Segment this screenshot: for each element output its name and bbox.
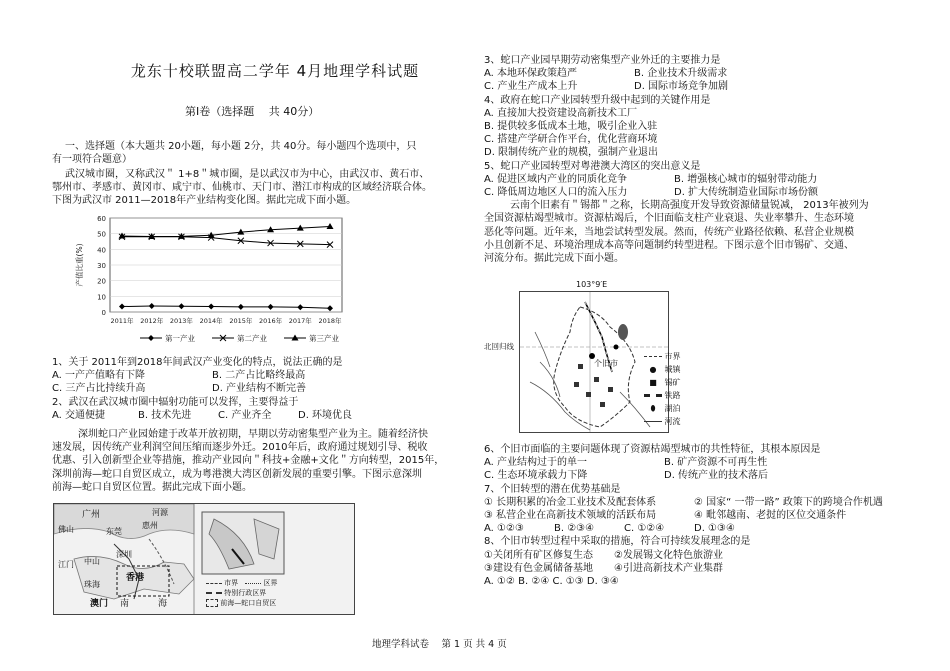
q3-option-a[interactable]: A. 本地环保政策趋严 bbox=[484, 68, 578, 80]
map-label: 惠州 bbox=[142, 521, 158, 530]
q5-option-b[interactable]: B. 增强核心城市的辐射带动能力 bbox=[674, 173, 818, 185]
q1-option-c[interactable]: C. 三产占比持续升高 bbox=[52, 383, 146, 395]
q3-option-d[interactable]: D. 国际市场竞争加剧 bbox=[634, 81, 729, 93]
instructions-line: 有一项符合题意） bbox=[52, 154, 132, 166]
q8-item-3: ③建设有色金属储备基地 bbox=[484, 562, 593, 574]
shenzhen-map bbox=[53, 503, 355, 615]
passage-line: 恶化等问题。近年来，当地尝试转型发展。然而，传统产业路径依赖、私营企业规模 bbox=[484, 226, 854, 238]
legend-label: 第三产业 bbox=[309, 334, 339, 343]
page-footer: 地理学科试卷 第 1 页 共 4 页 bbox=[372, 639, 507, 650]
passage-line: 优惠、引入创新型企业等措施，推动产业园向＂科技+金融+文化＂方向转型，2015年， bbox=[52, 455, 445, 467]
legend-item: 铁路 bbox=[664, 391, 681, 400]
passage-line: 速发展，因传统产业利润空间压缩而逐步外迁。2010年后，政府通过规划引导、税收 bbox=[52, 442, 428, 454]
data-point bbox=[149, 303, 155, 309]
q8-stem: 8、个旧市转型过程中采取的措施，符合可持续发展理念的是 bbox=[484, 536, 751, 548]
q5-stem: 5、蛇口产业园转型对粤港澳大湾区的突出意义是 bbox=[484, 160, 701, 172]
y-tick-label: 30 bbox=[97, 262, 106, 270]
instructions bbox=[52, 140, 416, 166]
x-tick-label: 2018年 bbox=[318, 317, 342, 325]
passage-line: 小且创新不足、环境治理成本高等问题制约转型进程。下图示意个旧市锡矿、交通、 bbox=[484, 239, 854, 251]
passage-line: 武汉城市圈，又称武汉＂ 1+8＂城市圈，是以武汉市为中心，由武汉市、黄石市、 bbox=[65, 169, 430, 180]
q7-item-3: ③ 私营企业在高新技术领域的活跃布局 bbox=[484, 510, 657, 522]
questions-3-5 bbox=[484, 54, 869, 265]
map-label: 南 bbox=[120, 599, 130, 609]
q1-stem: 1、关于 2011年到2018年间武汉产业变化的特点，说法正确的是 bbox=[52, 357, 343, 368]
q1-option-a[interactable]: A. 一产产值略有下降 bbox=[52, 370, 146, 382]
map-label: 河源 bbox=[152, 508, 168, 517]
passage-line: 河流分布。据此完成下面小题。 bbox=[484, 253, 624, 265]
y-tick-label: 60 bbox=[97, 215, 106, 223]
legend-item: 河流 bbox=[664, 417, 681, 426]
x-tick-label: 2014年 bbox=[199, 317, 223, 325]
y-axis-label: 产值比重(%) bbox=[75, 243, 84, 287]
passage-line: 深圳蛇口产业园始建于改革开放初期，早期以劳动密集型产业为主。随着经济快 bbox=[78, 429, 428, 440]
passage-line: 下图为武汉市 2011—2018年产业结构变化图。据此完成下面小题。 bbox=[52, 195, 357, 207]
chart-root bbox=[74, 215, 342, 343]
map-label: 香港 bbox=[126, 573, 145, 583]
q6-option-d[interactable]: D. 传统产业的技术落后 bbox=[664, 470, 769, 482]
legend-item: 前海—蛇口自贸区 bbox=[220, 599, 277, 607]
q7-option-b[interactable]: B. ②③④ bbox=[554, 523, 595, 535]
x-tick-label: 2011年 bbox=[110, 317, 134, 325]
data-point bbox=[119, 304, 125, 310]
q8-options[interactable]: A. ①② B. ②④ C. ①③ D. ③④ bbox=[484, 576, 619, 588]
q5-option-d[interactable]: D. 扩大传统制造业国际市场份额 bbox=[674, 187, 819, 199]
q7-option-d[interactable]: D. ①③④ bbox=[694, 523, 735, 535]
question-1 bbox=[52, 356, 352, 422]
x-tick-label: 2013年 bbox=[169, 317, 193, 325]
legend-label: 第一产业 bbox=[165, 334, 195, 343]
q2-option-c[interactable]: C. 产业齐全 bbox=[218, 409, 272, 421]
legend-item: 城镇 bbox=[664, 365, 681, 374]
legend-label: 第二产业 bbox=[237, 334, 267, 343]
data-point bbox=[178, 303, 184, 309]
passage-line: 前海—蛇口自贸区位置。据此完成下面小题。 bbox=[52, 481, 252, 493]
legend-item: 区界 bbox=[263, 579, 278, 587]
q7-option-a[interactable]: A. ①②③ bbox=[484, 523, 524, 535]
map-label: 江门 bbox=[58, 560, 74, 569]
passage-line: 云南个旧素有＂锡都＂之称，长期高强度开发导致资源储量锐减， 2013年被列为 bbox=[510, 200, 869, 212]
q4-option-b[interactable]: B. 提供较多低成本土地，吸引企业入驻 bbox=[484, 121, 658, 133]
q6-option-b[interactable]: B. 矿产资源不可再生性 bbox=[664, 457, 768, 469]
y-tick-label: 40 bbox=[97, 246, 106, 255]
q3-option-b[interactable]: B. 企业技术升级需求 bbox=[634, 68, 728, 80]
latitude-label: 北回归线 bbox=[484, 342, 514, 351]
map-label: 深圳 bbox=[116, 550, 132, 559]
passage-shekou bbox=[52, 428, 444, 494]
passage-line: 鄂州市、孝感市、黄冈市、咸宁市、仙桃市、天门市、潜江市构成的区域经济联合体。 bbox=[52, 182, 432, 194]
passage-line: 全国资源枯竭型城市。资源枯竭后，个旧面临支柱产业衰退、失业率攀升、生态环境 bbox=[484, 213, 854, 225]
map2-legend: 市界 ● 城镇 ■ 锡矿 铁路 ⬮ 湖泊 河流 bbox=[644, 350, 681, 428]
data-point bbox=[268, 304, 274, 310]
map-label: 东莞 bbox=[106, 527, 122, 536]
q3-stem: 3、蛇口产业园早期劳动密集型产业外迁的主要推力是 bbox=[484, 55, 721, 66]
q2-option-d[interactable]: D. 环境优良 bbox=[298, 409, 353, 421]
passage-wuhan bbox=[52, 168, 432, 208]
q2-option-b[interactable]: B. 技术先进 bbox=[138, 409, 192, 421]
q2-stem: 2、武汉在武汉城市圈中辐射功能可以发挥，主要得益于 bbox=[52, 396, 299, 408]
map-label: 海 bbox=[158, 599, 168, 609]
y-tick-label: 0 bbox=[101, 309, 106, 317]
q8-item-2: ②发展锡文化特色旅游业 bbox=[614, 549, 723, 561]
q5-option-a[interactable]: A. 促进区域内产业的同质化竞争 bbox=[484, 173, 628, 185]
x-tick-label: 2012年 bbox=[140, 317, 164, 325]
x-tick-label: 2015年 bbox=[229, 317, 253, 325]
q8-item-1: ①关闭所有矿区修复生态 bbox=[484, 549, 593, 561]
legend-item: 市界 bbox=[224, 579, 239, 587]
section-subtitle: 第Ⅰ卷（选择题 共 40分） bbox=[185, 105, 320, 118]
x-tick-label: 2017年 bbox=[288, 317, 312, 325]
industry-structure-chart bbox=[70, 212, 350, 350]
q7-item-4: ④ 毗邻越南、老挝的区位交通条件 bbox=[694, 510, 847, 522]
legend-item: 特别行政区界 bbox=[224, 589, 267, 597]
data-point bbox=[327, 223, 334, 229]
legend-item: 市界 bbox=[664, 352, 681, 361]
q4-option-a[interactable]: A. 直接加大投资建设高新技术工厂 bbox=[484, 107, 638, 119]
q1-option-d[interactable]: D. 产业结构不断完善 bbox=[212, 383, 307, 395]
q7-item-1: ① 长期积累的冶金工业技术及配套体系 bbox=[484, 496, 657, 508]
data-point bbox=[327, 305, 333, 311]
q1-option-b[interactable]: B. 二产占比略终最高 bbox=[212, 370, 306, 382]
data-point bbox=[119, 233, 126, 239]
q7-stem: 7、个旧转型的潜在优势基础是 bbox=[484, 483, 621, 495]
q8-item-4: ④引进高新技术产业集群 bbox=[614, 562, 723, 574]
map-label: 澳门 bbox=[90, 599, 109, 609]
longitude-label: 103°9′E bbox=[576, 280, 608, 289]
q7-option-c[interactable]: C. ①②④ bbox=[624, 523, 665, 535]
q3-option-c[interactable]: C. 产业生产成本上升 bbox=[484, 81, 578, 93]
q6-stem: 6、个旧市面临的主要问题体现了资源枯竭型城市的共性特征，其根本原因是 bbox=[484, 444, 821, 455]
legend-marker bbox=[148, 335, 154, 341]
map-label: 中山 bbox=[84, 557, 100, 566]
q6-option-a[interactable]: A. 产业结构过于的单一 bbox=[484, 457, 588, 469]
legend-item: 湖泊 bbox=[664, 404, 681, 413]
q7-item-2: ② 国家“ 一带一路” 政策下的跨境合作机遇 bbox=[694, 496, 883, 508]
data-point bbox=[238, 304, 244, 310]
y-tick-label: 50 bbox=[97, 230, 106, 239]
q4-stem: 4、政府在蛇口产业园转型升级中起到的关键作用是 bbox=[484, 94, 711, 106]
questions-6-8 bbox=[484, 443, 883, 588]
instructions-line: 一、选择题（本大题共 20小题，每小题 2分，共 40分。每小题四个选项中，只 bbox=[65, 141, 417, 152]
q5-option-c[interactable]: C. 降低周边地区人口的流入压力 bbox=[484, 187, 628, 199]
data-point bbox=[208, 304, 214, 310]
map-label: 珠海 bbox=[84, 580, 100, 589]
passage-line: 深圳前海—蛇口自贸区成立，成为粤港澳大湾区创新发展的重要引擎。下图示意深圳 bbox=[52, 468, 422, 480]
legend-item: 锡矿 bbox=[664, 378, 681, 387]
data-point bbox=[297, 304, 303, 310]
y-tick-label: 10 bbox=[97, 293, 106, 302]
map1-legend bbox=[206, 578, 277, 608]
map-label: 广州 bbox=[82, 510, 101, 520]
map-label: 佛山 bbox=[58, 525, 74, 534]
q4-option-c[interactable]: C. 搭建产学研合作平台，优化营商环境 bbox=[484, 134, 658, 146]
q2-option-a[interactable]: A. 交通便捷 bbox=[52, 409, 106, 421]
x-tick-label: 2016年 bbox=[259, 317, 283, 325]
q4-option-d[interactable]: D. 限制传统产业的规模，强制产业退出 bbox=[484, 147, 659, 159]
y-tick-label: 20 bbox=[97, 277, 106, 286]
city-label: 个旧市 bbox=[594, 359, 618, 368]
q6-option-c[interactable]: C. 生态环境承载力下降 bbox=[484, 470, 588, 482]
gejiu-map bbox=[484, 280, 704, 440]
page-title: 龙东十校联盟高二学年 4月地理学科试题 bbox=[130, 62, 420, 80]
